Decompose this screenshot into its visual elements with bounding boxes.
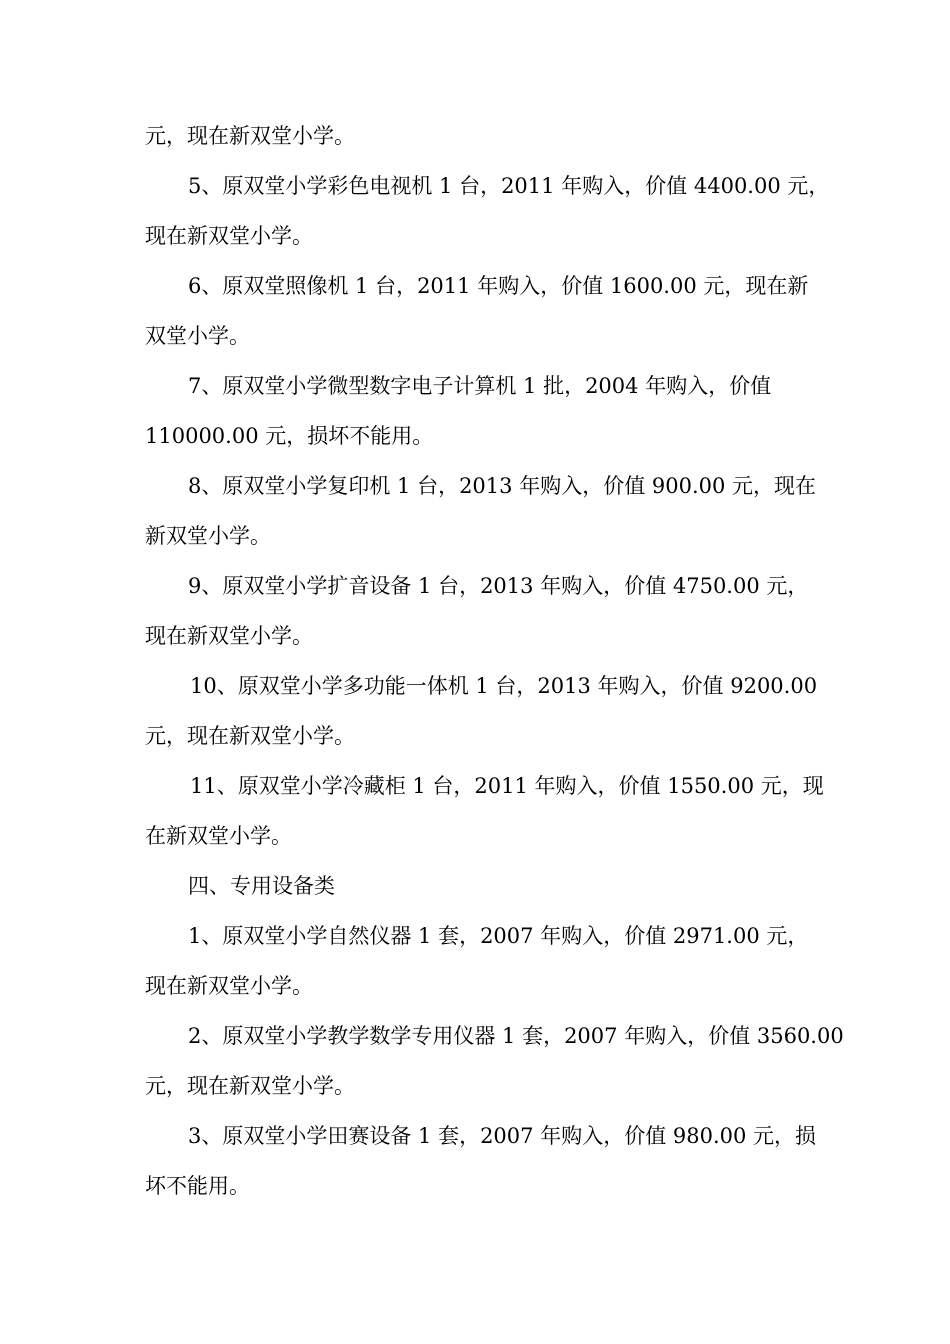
text-line: 10、原双堂小学多功能一体机 1 台，2013 年购入，价值 9200.00 — [190, 674, 818, 698]
text-line: 8、原双堂小学复印机 1 台，2013 年购入，价值 900.00 元，现在 — [188, 474, 817, 498]
text-line: 2、原双堂小学教学数学专用仪器 1 套，2007 年购入，价值 3560.00 — [188, 1024, 844, 1048]
section-heading: 四、专用设备类 — [188, 874, 335, 898]
text-line: 现在新双堂小学。 — [145, 624, 313, 648]
text-line: 在新双堂小学。 — [145, 824, 292, 848]
text-line: 11、原双堂小学冷藏柜 1 台，2011 年购入，价值 1550.00 元，现 — [190, 774, 824, 798]
text-line: 9、原双堂小学扩音设备 1 台，2013 年购入，价值 4750.00 元， — [188, 574, 809, 598]
text-line: 3、原双堂小学田赛设备 1 套，2007 年购入，价值 980.00 元，损 — [188, 1124, 817, 1148]
text-line: 元，现在新双堂小学。 — [145, 124, 355, 148]
text-line: 6、原双堂照像机 1 台，2011 年购入，价值 1600.00 元，现在新 — [188, 274, 809, 298]
text-line: 新双堂小学。 — [145, 524, 271, 548]
text-line: 110000.00 元，损坏不能用。 — [145, 424, 434, 448]
text-line: 7、原双堂小学微型数字电子计算机 1 批，2004 年购入，价值 — [188, 374, 772, 398]
text-line: 元，现在新双堂小学。 — [145, 724, 355, 748]
text-line: 元，现在新双堂小学。 — [145, 1074, 355, 1098]
text-line: 双堂小学。 — [145, 324, 250, 348]
text-line: 现在新双堂小学。 — [145, 974, 313, 998]
text-line: 5、原双堂小学彩色电视机 1 台，2011 年购入，价值 4400.00 元， — [188, 174, 830, 198]
text-line: 1、原双堂小学自然仪器 1 套，2007 年购入，价值 2971.00 元， — [188, 924, 809, 948]
text-line: 坏不能用。 — [145, 1174, 250, 1198]
text-line: 现在新双堂小学。 — [145, 224, 313, 248]
